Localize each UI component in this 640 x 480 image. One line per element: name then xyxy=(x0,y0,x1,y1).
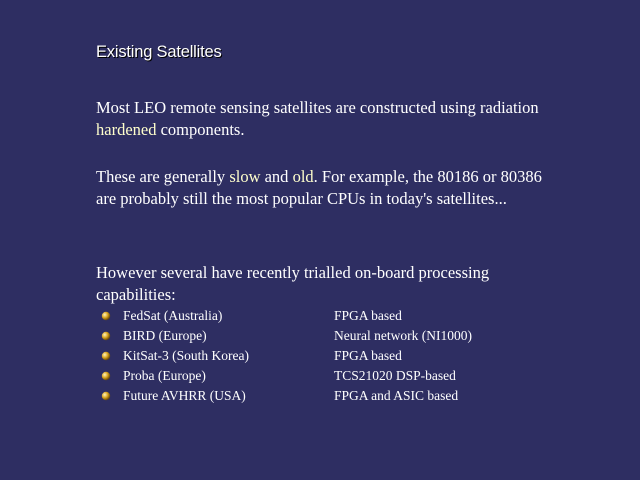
satellite-processing: FPGA and ASIC based xyxy=(334,388,459,403)
list-item xyxy=(100,366,600,386)
satellite-name: FedSat (Australia) xyxy=(123,308,223,323)
paragraph-slow-old-cpus xyxy=(96,166,546,210)
p1-text-a: Most LEO remote sensing satellites are constructed using radiation xyxy=(96,98,539,117)
p1-text-b: components. xyxy=(156,120,245,139)
orange-sphere-bullet-icon xyxy=(101,391,111,401)
list-item xyxy=(100,346,600,366)
satellite-name: Proba (Europe) xyxy=(123,368,206,383)
p2-text-c: . For example, the 80186 or 80386 are probably still the most popular CPUs in today's satellites... xyxy=(96,167,542,208)
satellite-processing: Neural network (NI1000) xyxy=(334,328,472,343)
satellite-name: Future AVHRR (USA) xyxy=(123,388,246,403)
p1-highlight-hardened: hardened xyxy=(96,120,157,139)
list-item xyxy=(100,326,600,346)
satellite-list xyxy=(100,306,600,406)
satellite-name: KitSat-3 (South Korea) xyxy=(123,348,249,363)
satellite-processing: FPGA based xyxy=(334,348,402,363)
slide-title: Existing Satellites xyxy=(96,43,222,61)
satellite-processing: TCS21020 DSP-based xyxy=(334,368,456,383)
paragraph-onboard-processing: However several have recently trialled on-board processing capabilities: xyxy=(96,263,490,304)
orange-sphere-bullet-icon xyxy=(101,371,111,381)
p2-text-b: and xyxy=(260,167,293,186)
p2-text-a: These are generally xyxy=(96,167,230,186)
satellite-processing: FPGA based xyxy=(334,308,402,323)
p2-highlight-slow: slow xyxy=(229,167,261,186)
satellite-name: BIRD (Europe) xyxy=(123,328,207,343)
p2-highlight-old: old xyxy=(292,167,314,186)
paragraph-radiation-hardened xyxy=(96,97,546,141)
orange-sphere-bullet-icon xyxy=(101,331,111,341)
list-item xyxy=(100,386,600,406)
list-item xyxy=(100,306,600,326)
orange-sphere-bullet-icon xyxy=(101,311,111,321)
orange-sphere-bullet-icon xyxy=(101,351,111,361)
